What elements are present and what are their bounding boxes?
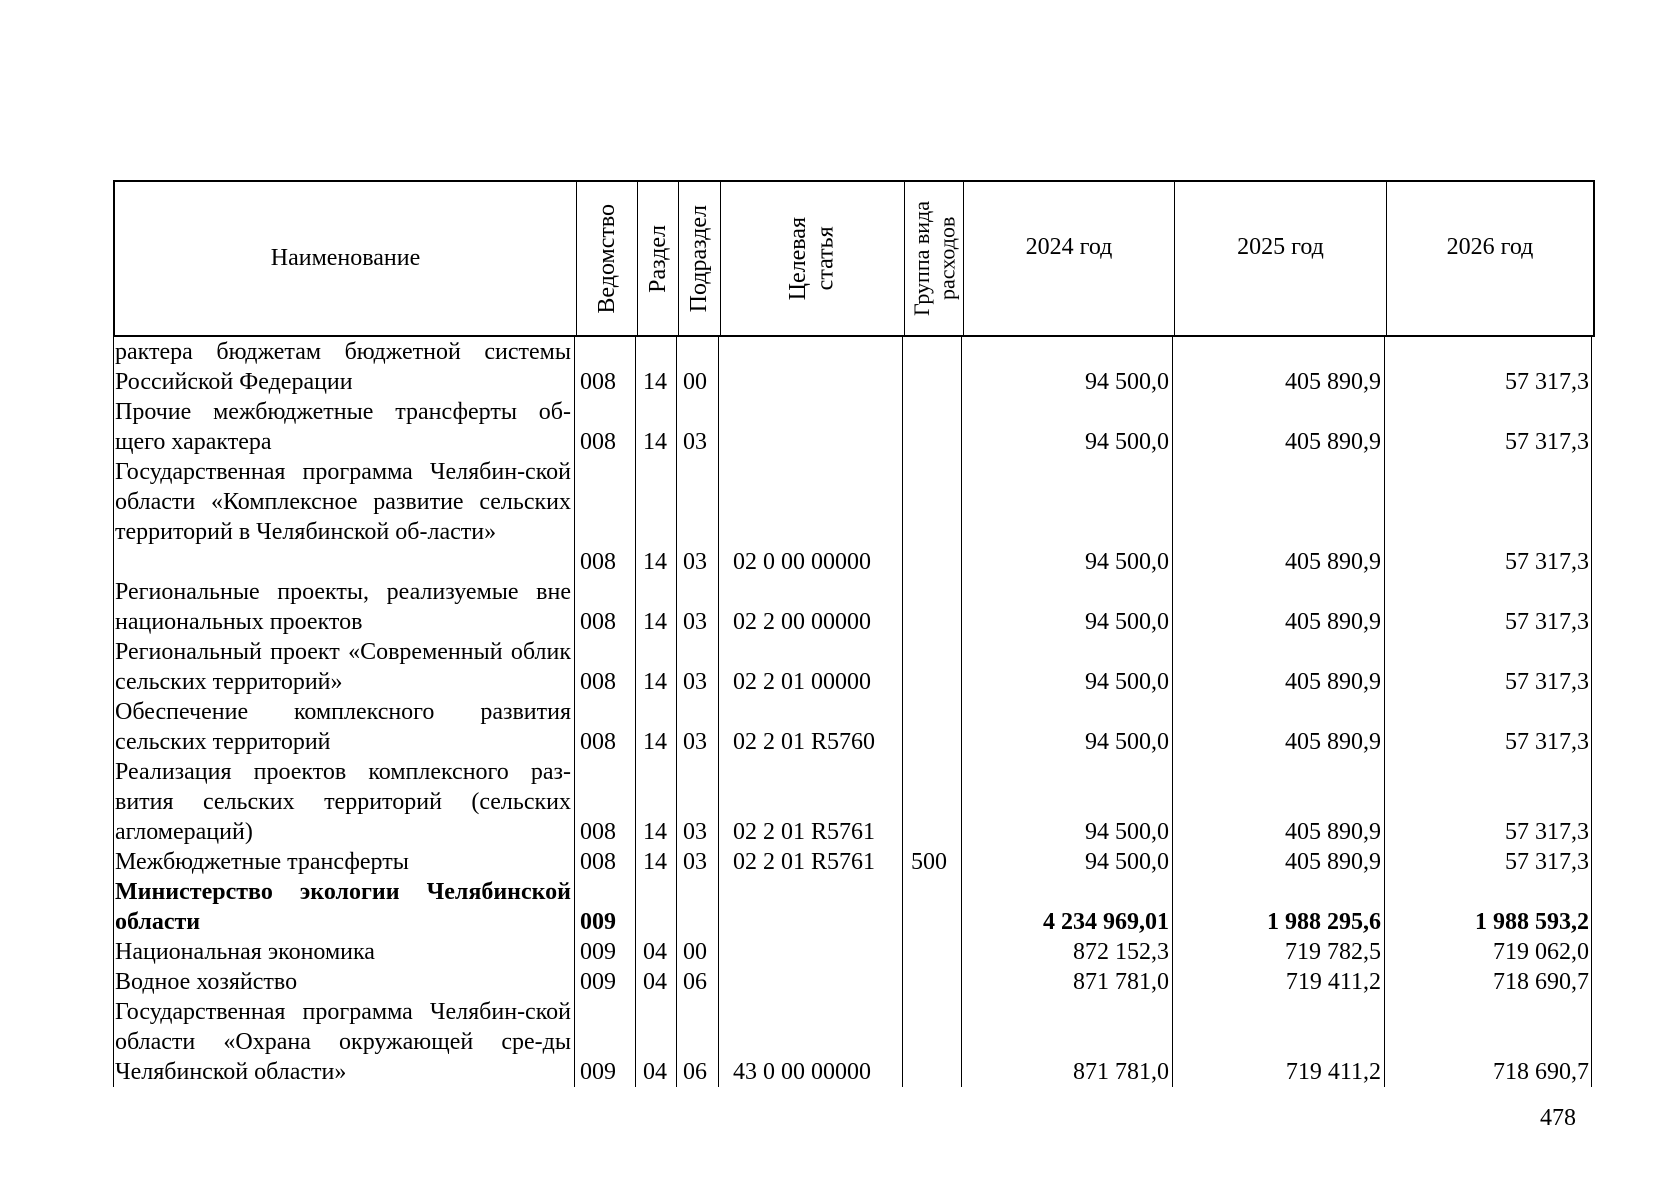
row-ved: 009 — [580, 969, 616, 995]
row-2024: 94 500,0 — [1085, 849, 1169, 875]
row-2025: 405 890,9 — [1285, 819, 1381, 845]
row-2026: 1 988 593,2 — [1475, 909, 1589, 935]
row-ved: 009 — [580, 939, 616, 965]
table-row — [113, 757, 1595, 847]
header-vedomstvo-label: Ведомство — [593, 203, 620, 314]
row-2025: 405 890,9 — [1285, 609, 1381, 635]
header-vedomstvo — [577, 182, 638, 335]
row-2026: 57 317,3 — [1505, 849, 1589, 875]
table-row — [113, 697, 1595, 757]
table-row — [113, 337, 1595, 397]
row-2024: 94 500,0 — [1085, 429, 1169, 455]
header-name — [115, 182, 577, 335]
row-raz: 14 — [643, 819, 667, 845]
row-name: Региональный проект «Современный облик сельских территорий» — [115, 639, 571, 695]
row-raz: 14 — [643, 609, 667, 635]
row-ved: 008 — [580, 849, 616, 875]
row-cel: 02 0 00 00000 — [733, 549, 871, 575]
row-2025: 405 890,9 — [1285, 729, 1381, 755]
row-2025: 405 890,9 — [1285, 549, 1381, 575]
row-2026: 57 317,3 — [1505, 669, 1589, 695]
table-row — [113, 637, 1595, 697]
row-pod: 03 — [683, 729, 707, 755]
row-2024: 4 234 969,01 — [1043, 909, 1169, 935]
row-2024: 94 500,0 — [1085, 369, 1169, 395]
row-2026: 57 317,3 — [1505, 549, 1589, 575]
table-row — [113, 577, 1595, 637]
row-raz: 04 — [643, 1059, 667, 1085]
row-ved: 009 — [580, 909, 616, 935]
row-raz: 04 — [643, 939, 667, 965]
table-row — [113, 997, 1595, 1087]
table-row — [113, 397, 1595, 457]
header-gruppa — [905, 182, 964, 335]
table-row — [113, 457, 1595, 577]
row-ved: 008 — [580, 669, 616, 695]
row-ved: 008 — [580, 729, 616, 755]
row-name: Водное хозяйство — [115, 969, 298, 995]
row-pod: 03 — [683, 819, 707, 845]
header-2026-label: 2026 год — [1446, 234, 1534, 260]
row-2024: 94 500,0 — [1085, 729, 1169, 755]
row-name: Межбюджетные трансферты — [115, 849, 409, 875]
row-cel: 43 0 00 00000 — [733, 1059, 871, 1085]
row-2024: 94 500,0 — [1085, 609, 1169, 635]
row-2025: 719 411,2 — [1285, 1059, 1381, 1085]
row-pod: 00 — [683, 369, 707, 395]
row-2026: 57 317,3 — [1505, 609, 1589, 635]
header-gruppa-label — [909, 201, 960, 316]
row-cel: 02 2 01 00000 — [733, 669, 871, 695]
row-ved: 008 — [580, 609, 616, 635]
row-ved: 008 — [580, 549, 616, 575]
table-body — [113, 337, 1595, 1087]
header-2025-label: 2025 год — [1237, 234, 1324, 260]
row-pod: 00 — [683, 939, 707, 965]
header-gruppa-line1: Группа вида — [908, 201, 934, 316]
row-2025: 719 411,2 — [1285, 969, 1381, 995]
row-name: Реализация проектов комплексного раз-вития сельских территорий (сельских агломераций) — [115, 759, 571, 845]
header-celevaya-line2: статья — [812, 226, 839, 291]
row-ved: 009 — [580, 1059, 616, 1085]
row-ved: 008 — [580, 819, 616, 845]
row-name: рактера бюджетам бюджетной системы Российской Федерации — [115, 339, 571, 395]
row-2024: 871 781,0 — [1073, 1059, 1169, 1085]
row-name: Государственная программа Челябин-ской области «Охрана окружающей сре-ды Челябинской области» — [115, 999, 571, 1085]
header-podrazdel — [679, 182, 721, 335]
header-2026 — [1387, 182, 1593, 335]
row-cel: 02 2 01 R5760 — [733, 729, 876, 755]
header-podrazdel-label: Подраздел — [686, 204, 713, 313]
header-2024 — [964, 182, 1175, 335]
row-pod: 03 — [683, 849, 707, 875]
header-celevaya — [721, 182, 905, 335]
header-gruppa-line2: расходов — [934, 216, 959, 301]
row-2026: 57 317,3 — [1505, 729, 1589, 755]
header-2025 — [1175, 182, 1387, 335]
row-2025: 1 988 295,6 — [1267, 909, 1381, 935]
row-ved: 008 — [580, 369, 616, 395]
row-raz: 14 — [643, 669, 667, 695]
row-2026: 57 317,3 — [1505, 429, 1589, 455]
row-raz: 04 — [643, 969, 667, 995]
page-number: 478 — [1540, 1105, 1576, 1131]
row-cel: 02 2 01 R5761 — [733, 819, 876, 845]
table-row — [113, 847, 1595, 877]
row-name: Региональные проекты, реализуемые вне национальных проектов — [115, 579, 571, 635]
row-grp: 500 — [911, 849, 947, 875]
row-2025: 405 890,9 — [1285, 429, 1381, 455]
row-pod: 03 — [683, 609, 707, 635]
row-2026: 57 317,3 — [1505, 819, 1589, 845]
row-raz: 14 — [643, 729, 667, 755]
row-name: Обеспечение комплексного развития сельских территорий — [115, 699, 571, 755]
header-celevaya-label — [785, 217, 840, 300]
header-razdel — [638, 182, 679, 335]
row-2026: 718 690,7 — [1493, 969, 1589, 995]
row-2026: 719 062,0 — [1493, 939, 1589, 965]
row-raz: 14 — [643, 429, 667, 455]
header-celevaya-line1: Целевая — [784, 216, 811, 301]
row-name: Министерство экологии Челябинской области — [115, 879, 571, 935]
row-2024: 871 781,0 — [1073, 969, 1169, 995]
row-raz: 14 — [643, 369, 667, 395]
header-razdel-label: Раздел — [644, 224, 671, 293]
row-2024: 872 152,3 — [1073, 939, 1169, 965]
row-raz: 14 — [643, 849, 667, 875]
row-2026: 57 317,3 — [1505, 369, 1589, 395]
row-ved: 008 — [580, 429, 616, 455]
row-2024: 94 500,0 — [1085, 819, 1169, 845]
row-pod: 06 — [683, 1059, 707, 1085]
row-2025: 405 890,9 — [1285, 669, 1381, 695]
row-2024: 94 500,0 — [1085, 669, 1169, 695]
row-2025: 405 890,9 — [1285, 849, 1381, 875]
row-name: Государственная программа Челябин-ской области «Комплексное развитие сельских территорий в Челябинской об-ласти» — [115, 459, 571, 545]
table-row — [113, 967, 1595, 997]
header-name-label: Наименование — [270, 245, 421, 272]
row-pod: 06 — [683, 969, 707, 995]
row-2025: 719 782,5 — [1285, 939, 1381, 965]
row-2024: 94 500,0 — [1085, 549, 1169, 575]
table-row — [113, 877, 1595, 937]
header-2024-label: 2024 год — [1025, 234, 1113, 260]
row-2026: 718 690,7 — [1493, 1059, 1589, 1085]
row-cel: 02 2 00 00000 — [733, 609, 871, 635]
row-name: Прочие межбюджетные трансферты об-щего характера — [115, 399, 571, 455]
row-pod: 03 — [683, 669, 707, 695]
row-name: Национальная экономика — [115, 939, 375, 965]
table-header — [113, 180, 1595, 337]
row-pod: 03 — [683, 429, 707, 455]
row-cel: 02 2 01 R5761 — [733, 849, 876, 875]
row-raz: 14 — [643, 549, 667, 575]
row-2025: 405 890,9 — [1285, 369, 1381, 395]
row-pod: 03 — [683, 549, 707, 575]
table-row — [113, 937, 1595, 967]
